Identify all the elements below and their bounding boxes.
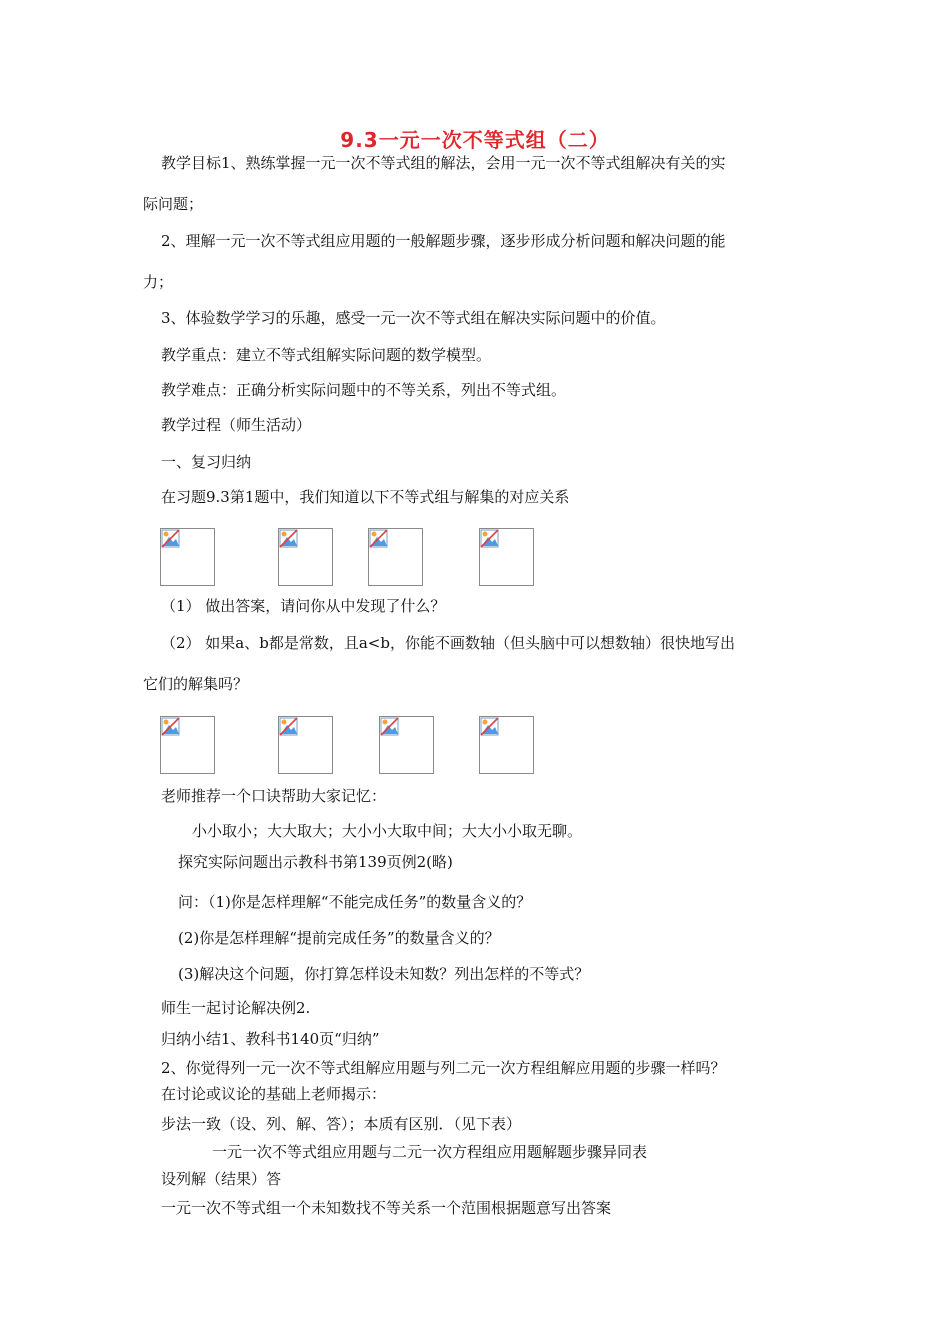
- ask-1: 问：（1)你是怎样理解“不能完成任务”的数量含义的？: [178, 893, 532, 911]
- image-placeholder: [368, 528, 423, 586]
- summary-1: 归纳小结1、教科书140页“归纳”: [161, 1030, 380, 1048]
- goal1-line2: 际问题；: [143, 195, 204, 213]
- ask-2: (2)你是怎样理解“提前完成任务”的数量含义的？: [178, 929, 500, 947]
- table-header: 设列解（结果）答: [161, 1170, 282, 1188]
- broken-image-icon: [480, 529, 500, 549]
- mnemonic-intro: 老师推荐一个口诀帮助大家记忆：: [161, 787, 387, 805]
- image-placeholder: [160, 716, 215, 774]
- broken-image-icon: [279, 717, 299, 737]
- steps-line: 步法一致（设、列、解、答）；本质有区别．（见下表）: [161, 1115, 522, 1133]
- key-point: 教学重点：建立不等式组解实际问题的数学模型。: [161, 346, 492, 364]
- summary-2: 2、你觉得列一元一次不等式组解应用题与列二元一次方程组解应用题的步骤一样吗？: [161, 1059, 726, 1077]
- question-2-line1: （2） 如果a、b都是常数，且a<b，你能不画数轴（但头脑中可以想数轴）很快地写出: [161, 634, 735, 652]
- broken-image-icon: [161, 717, 181, 737]
- broken-image-icon: [369, 529, 389, 549]
- question-1: （1） 做出答案，请问你从中发现了什么？: [161, 597, 446, 615]
- image-placeholder: [278, 528, 333, 586]
- question-2-line2: 它们的解集吗？: [143, 675, 249, 693]
- image-placeholder: [479, 528, 534, 586]
- review-line: 在习题9.3第1题中，我们知道以下不等式组与解集的对应关系: [161, 488, 570, 506]
- table-row: 一元一次不等式组一个未知数找不等关系一个范围根据题意写出答案: [161, 1199, 612, 1217]
- image-placeholder: [479, 716, 534, 774]
- ask-3: (3)解决这个问题，你打算怎样设未知数？列出怎样的不等式？: [178, 965, 590, 983]
- goal3-line: 3、体验数学学习的乐趣，感受一元一次不等式组在解决实际问题中的价值。: [161, 309, 666, 327]
- goal1-line1: 教学目标1、熟练掌握一元一次不等式组的解法，会用一元一次不等式组解决有关的实: [161, 154, 726, 172]
- image-placeholder: [160, 528, 215, 586]
- broken-image-icon: [161, 529, 181, 549]
- image-placeholder: [278, 716, 333, 774]
- explore-line: 探究实际问题出示教科书第139页例2(略): [178, 853, 453, 871]
- broken-image-icon: [380, 717, 400, 737]
- difficulty-point: 教学难点：正确分析实际问题中的不等关系，列出不等式组。: [161, 381, 567, 399]
- broken-image-icon: [279, 529, 299, 549]
- page-title: 9.3一元一次不等式组（二）: [340, 128, 610, 152]
- goal2-line1: 2、理解一元一次不等式组应用题的一般解题步骤，逐步形成分析问题和解决问题的能: [161, 232, 726, 250]
- goal2-line2: 力；: [143, 273, 174, 291]
- mnemonic-text: 小小取小；大大取大；大小小大取中间；大大小小取无聊。: [192, 822, 583, 840]
- reveal-line: 在讨论或议论的基础上老师揭示：: [161, 1085, 387, 1103]
- image-placeholder: [379, 716, 434, 774]
- broken-image-icon: [480, 717, 500, 737]
- process-heading: 教学过程（师生活动）: [161, 416, 312, 434]
- table-title: 一元一次不等式组应用题与二元一次方程组应用题解题步骤异同表: [212, 1143, 648, 1161]
- discuss-line: 师生一起讨论解决例2.: [161, 999, 311, 1017]
- section-heading: 一、复习归纳: [161, 453, 252, 471]
